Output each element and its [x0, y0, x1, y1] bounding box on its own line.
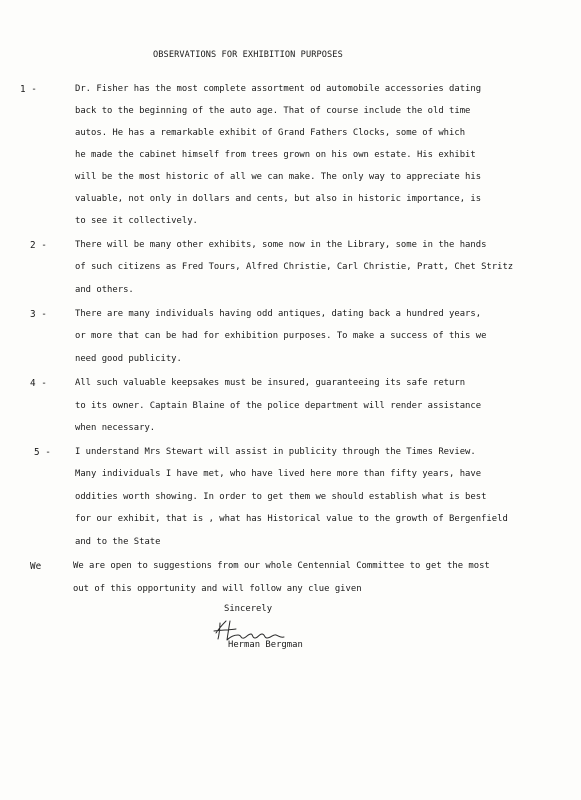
paragraph-line: to see it collectively.	[75, 216, 198, 226]
paragraph-line: There will be many other exhibits, some now in the Library, some in the hands	[75, 240, 487, 250]
item-number: 3 -	[30, 309, 47, 320]
paragraph-line: Many individuals I have met, who have lived here more than fifty years, have	[75, 469, 482, 479]
item-number: We	[30, 561, 42, 572]
document-title: OBSERVATIONS FOR EXHIBITION PURPOSES	[153, 50, 343, 60]
paragraph-line: autos. He has a remarkable exhibit of Grand Fathers Clocks, some of which	[75, 128, 466, 138]
paragraph-line: need good publicity.	[75, 354, 182, 364]
paragraph-line: We are open to suggestions from our whole Centennial Committee to get the most	[73, 561, 490, 571]
item-number: 4 -	[30, 378, 47, 389]
item-number: 5 -	[34, 447, 51, 458]
paragraph-line: back to the beginning of the auto age. That of course include the old time	[75, 106, 471, 116]
item-number: 2 -	[30, 240, 47, 251]
paragraph-line: and to the State	[75, 537, 161, 547]
paragraph-line: and others.	[75, 285, 134, 295]
paragraph-line: to its owner. Captain Blaine of the police department will render assistance	[75, 401, 482, 411]
paragraph-line: All such valuable keepsakes must be insured, guaranteeing its safe return	[75, 378, 466, 388]
paragraph-line: of such citizens as Fred Tours, Alfred Christie, Carl Christie, Pratt, Chet Stritz	[75, 262, 514, 272]
paragraph-line: when necessary.	[75, 423, 156, 433]
item-number: 1 -	[20, 84, 37, 95]
closing-salutation: Sincerely	[224, 604, 273, 614]
paragraph-line: or more that can be had for exhibition purposes. To make a success of this we	[75, 331, 487, 341]
paragraph-line: will be the most historic of all we can make. The only way to appreciate his	[75, 172, 482, 182]
paragraph-line: I understand Mrs Stewart will assist in publicity through the Times Review.	[75, 447, 476, 457]
paragraph-line: he made the cabinet himself from trees grown on his own estate. His exhibit	[75, 150, 476, 160]
paragraph-line: oddities worth showing. In order to get them we should establish what is best	[75, 492, 487, 502]
paragraph-line: Dr. Fisher has the most complete assortment od automobile accessories dating	[75, 84, 482, 94]
paragraph-line: There are many individuals having odd antiques, dating back a hundred years,	[75, 309, 482, 319]
paragraph-line: valuable, not only in dollars and cents, but also in historic importance, is	[75, 194, 482, 204]
paragraph-line: out of this opportunity and will follow any clue given	[73, 584, 362, 594]
signatory-name: Herman Bergman	[228, 640, 303, 650]
paragraph-line: for our exhibit, that is , what has Historical value to the growth of Bergenfield	[75, 514, 508, 524]
